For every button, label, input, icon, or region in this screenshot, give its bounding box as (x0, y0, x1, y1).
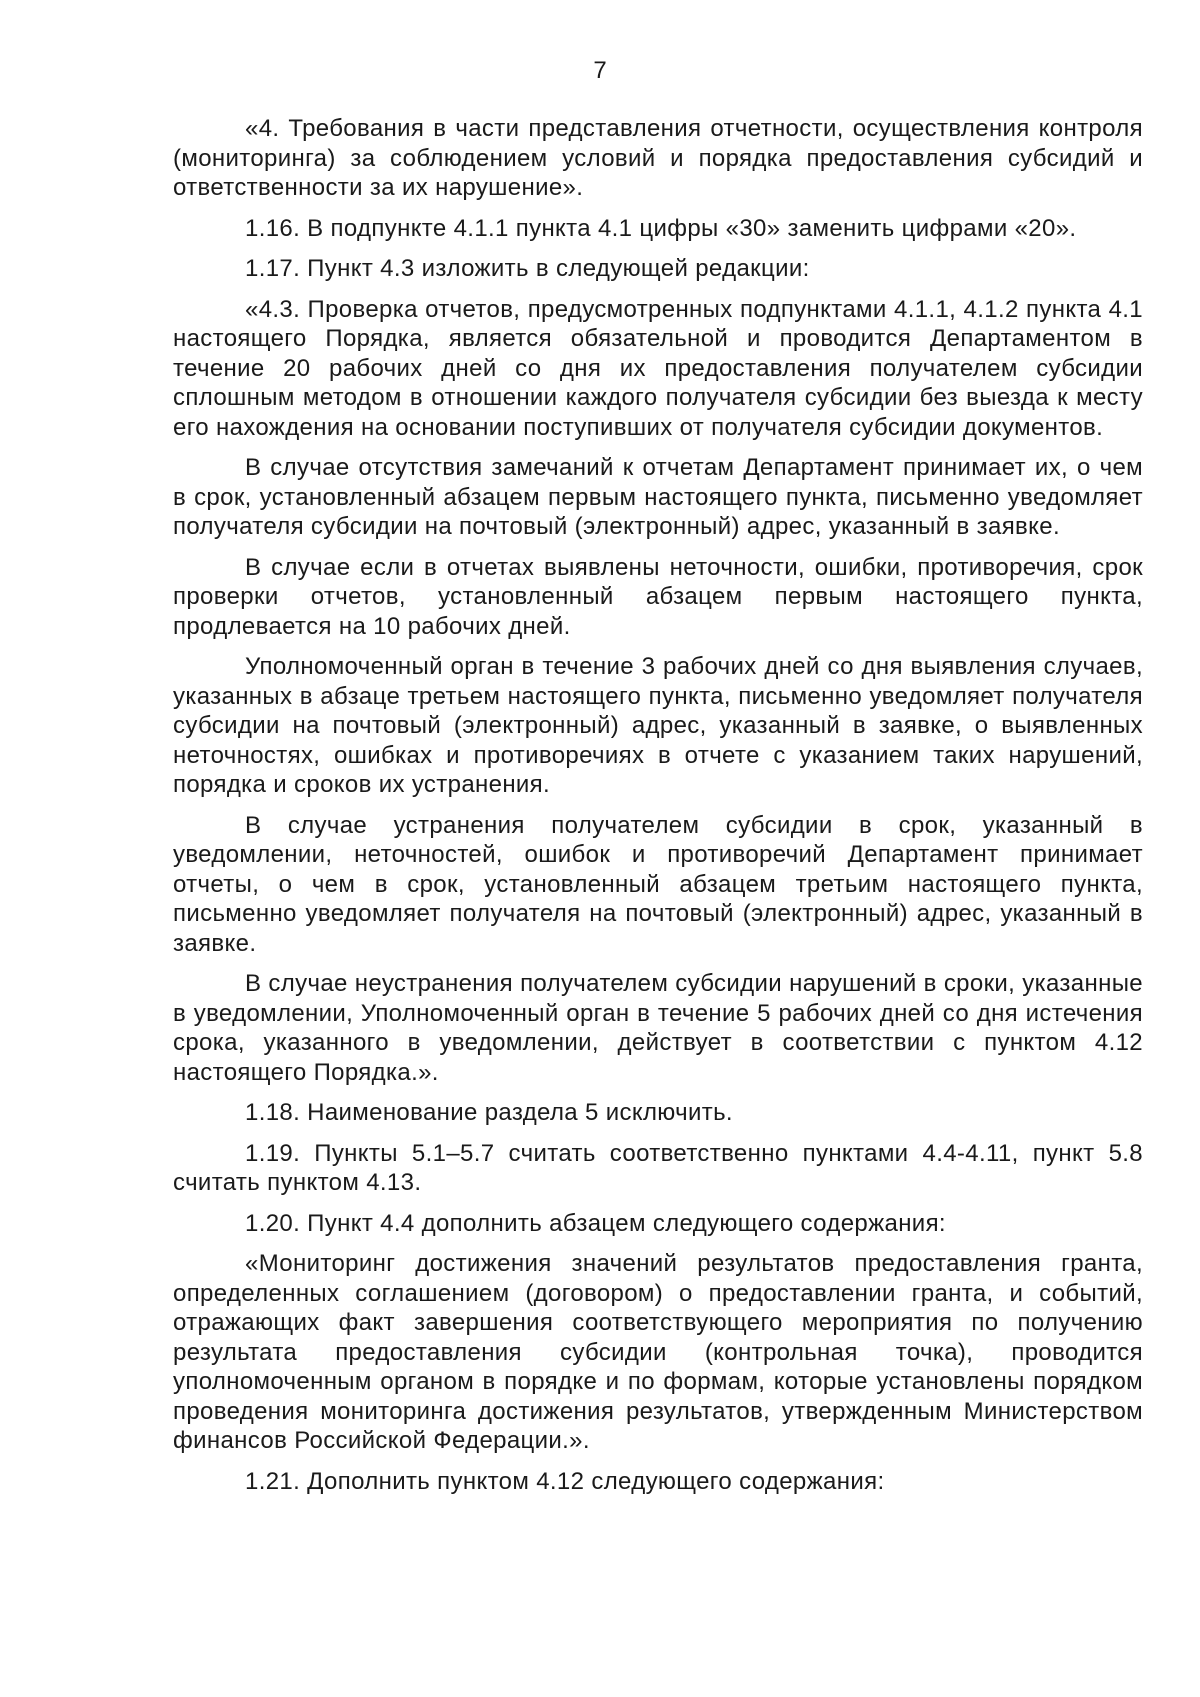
paragraph-elimination: В случае устранения получателем субсидии в срок, указанный в уведомлении, неточностей, ошибок и противоречий Департамент принимает отчеты, о чем в срок, установленный абзацем третьим настоящего пункта, письменно уведомляет получателя на почтовый (электронный) адрес, указанный в заявке. (173, 811, 1143, 957)
paragraph-no-remarks: В случае отсутствия замечаний к отчетам Департамент принимает их, о чем в срок, установленный абзацем первым настоящего пункта, письменно уведомляет получателя субсидии на почтовый (электронный) адрес, указанный в заявке. (173, 454, 1143, 540)
paragraph-authorized-body-notice: Уполномоченный орган в течение 3 рабочих дней со дня выявления случаев, указанных в абзаце третьем настоящего пункта, письменно уведомляет получателя субсидии на почтовый (электронный) адрес, указанный в заявке, о выявленных неточностях, ошибках и противоречиях в отчете с указанием таких нарушений, порядка и сроков их устранения. (173, 653, 1143, 798)
paragraph-inaccuracies: В случае если в отчетах выявлены неточности, ошибки, противоречия, срок проверки отчетов, установленный абзацем первым настоящего пункта, продлевается на 10 рабочих дней. (173, 553, 1143, 640)
paragraph-1-19: 1.19. Пункты 5.1–5.7 считать соответственно пунктами 4.4-4.11, пункт 5.8 считать пунктом 4.13. (173, 1139, 1143, 1196)
document-body (173, 114, 1143, 1507)
paragraph-1-16: 1.16. В подпункте 4.1.1 пункта 4.1 цифры «30» заменить цифрами «20». (245, 214, 1077, 242)
paragraph-1-18: 1.18. Наименование раздела 5 исключить. (245, 1099, 733, 1126)
page-number: 7 (593, 57, 607, 84)
paragraph-1-17: 1.17. Пункт 4.3 изложить в следующей редакции: (245, 255, 810, 282)
paragraph-non-elimination: В случае неустранения получателем субсидии нарушений в сроки, указанные в уведомлении, Уполномоченный орган в течение 5 рабочих дней со дня истечения срока, указанного в уведомлении, действует в соответствии с пунктом 4.12 настоящего Порядка.». (173, 970, 1143, 1086)
paragraph-1-21: 1.21. Дополнить пунктом 4.12 следующего содержания: (245, 1467, 885, 1495)
paragraph-4-3: «4.3. Проверка отчетов, предусмотренных подпунктами 4.1.1, 4.1.2 пункта 4.1 настоящего Порядка, является обязательной и проводится Департаментом в течение 20 рабочих дней со дня их предоставления получателем субсидии сплошным методом в отношении каждого получателя субсидии без выезда к месту его нахождения на основании поступивших от получателя субсидии документов. (173, 295, 1143, 441)
paragraph-monitoring: «Мониторинг достижения значений результатов предоставления гранта, определенных соглашением (договором) о предоставлении гранта, и событий, отражающих факт завершения соответствующего мероприятия по получению результата предоставления субсидии (контрольная точка), проводится уполномоченным органом в порядке и по формам, которые установлены порядком проведения мониторинга достижения результатов, утвержденным Министерством финансов Российской Федерации.». (173, 1250, 1143, 1454)
paragraph-1-20: 1.20. Пункт 4.4 дополнить абзацем следующего содержания: (245, 1209, 946, 1237)
paragraph-section-4-title: «4. Требования в части представления отчетности, осуществления контроля (мониторинга) за соблюдением условий и порядка предоставления субсидий и ответственности за их нарушение». (173, 115, 1143, 201)
